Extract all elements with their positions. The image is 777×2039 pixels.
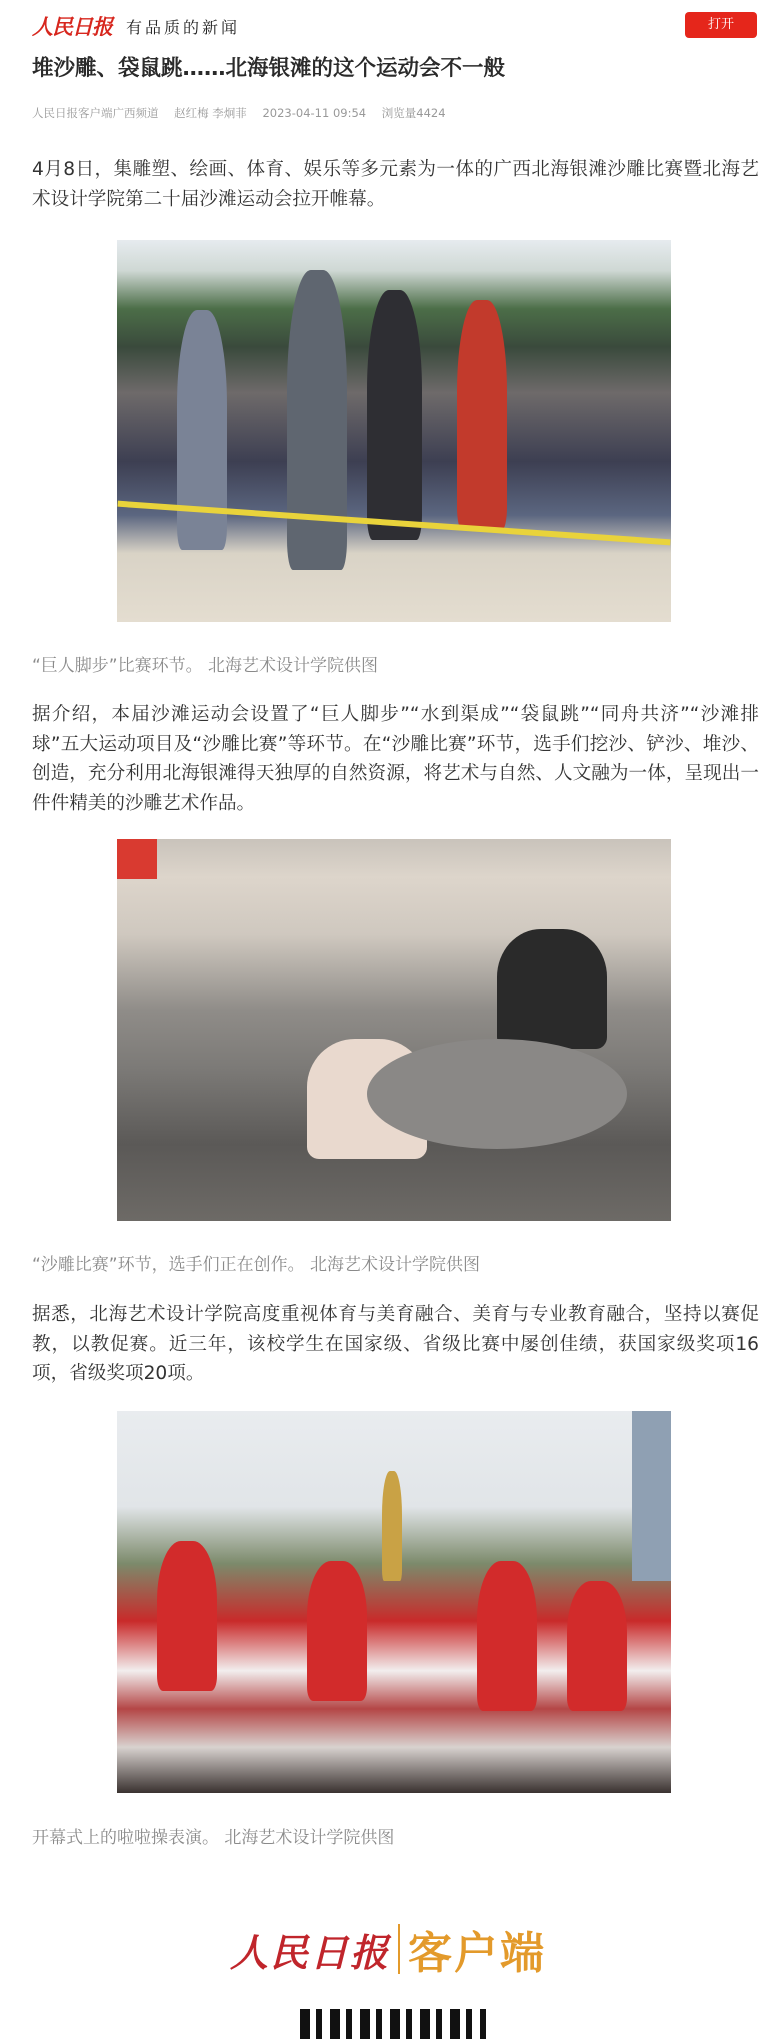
photo-cheerleading	[117, 1411, 671, 1793]
footer-logo	[200, 1917, 576, 1981]
paragraph: 据介绍，本届沙滩运动会设置了“巨人脚步”“水到渠成”“袋鼠跳”“同舟共济”“沙滩排球”五大运动项目及“沙雕比赛”等环节。在“沙雕比赛”环节，选手们挖沙、铲沙、堆沙、创造，充分利用北海银滩得天独厚的自然资源，将艺术与自然、人文融为一体，呈现出一件件精美的沙雕艺术作品。	[32, 704, 759, 814]
article-meta	[32, 105, 458, 121]
open-app-button[interactable]: 打开	[685, 12, 757, 38]
logo-divider	[398, 1924, 400, 1974]
paragraph: 据悉，北海艺术设计学院高度重视体育与美育融合、美育与专业教育融合，坚持以赛促教，以教促赛。近三年，该校学生在国家级、省级比赛中屡创佳绩，获国家级奖项16项，省级奖项20项。	[32, 1304, 759, 1385]
datetime: 2023-04-11 09:54	[262, 106, 367, 120]
renmin-ribao-logo: 人民日报	[229, 1929, 390, 1975]
client-label: 客户端	[408, 1928, 546, 1979]
slogan: 有品质的新闻	[126, 17, 241, 37]
authors: 赵红梅 李炯菲	[174, 106, 247, 120]
photo-caption: 开幕式上的啦啦操表演。 北海艺术设计学院供图	[32, 1828, 395, 1848]
photo-sand-sculpture	[117, 839, 671, 1221]
photo-caption: “巨人脚步”比赛环节。 北海艺术设计学院供图	[32, 656, 379, 676]
app-logo	[32, 12, 240, 40]
paragraph: 4月8日，集雕塑、绘画、体育、娱乐等多元素为一体的广西北海银滩沙雕比赛暨北海艺术设计学院第二十届沙滩运动会拉开帷幕。	[32, 159, 759, 210]
photo-caption: “沙雕比赛”环节，选手们正在创作。 北海艺术设计学院供图	[32, 1255, 481, 1275]
article-title: 堆沙雕、袋鼠跳……北海银滩的这个运动会不一般	[32, 56, 506, 81]
source: 人民日报客户端广西频道	[32, 106, 159, 120]
renmin-ribao-logo: 人民日报	[32, 14, 112, 39]
photo-giant-steps	[117, 240, 671, 622]
view-count: 浏览量4424	[381, 106, 446, 120]
qr-code-icon	[300, 2009, 486, 2039]
